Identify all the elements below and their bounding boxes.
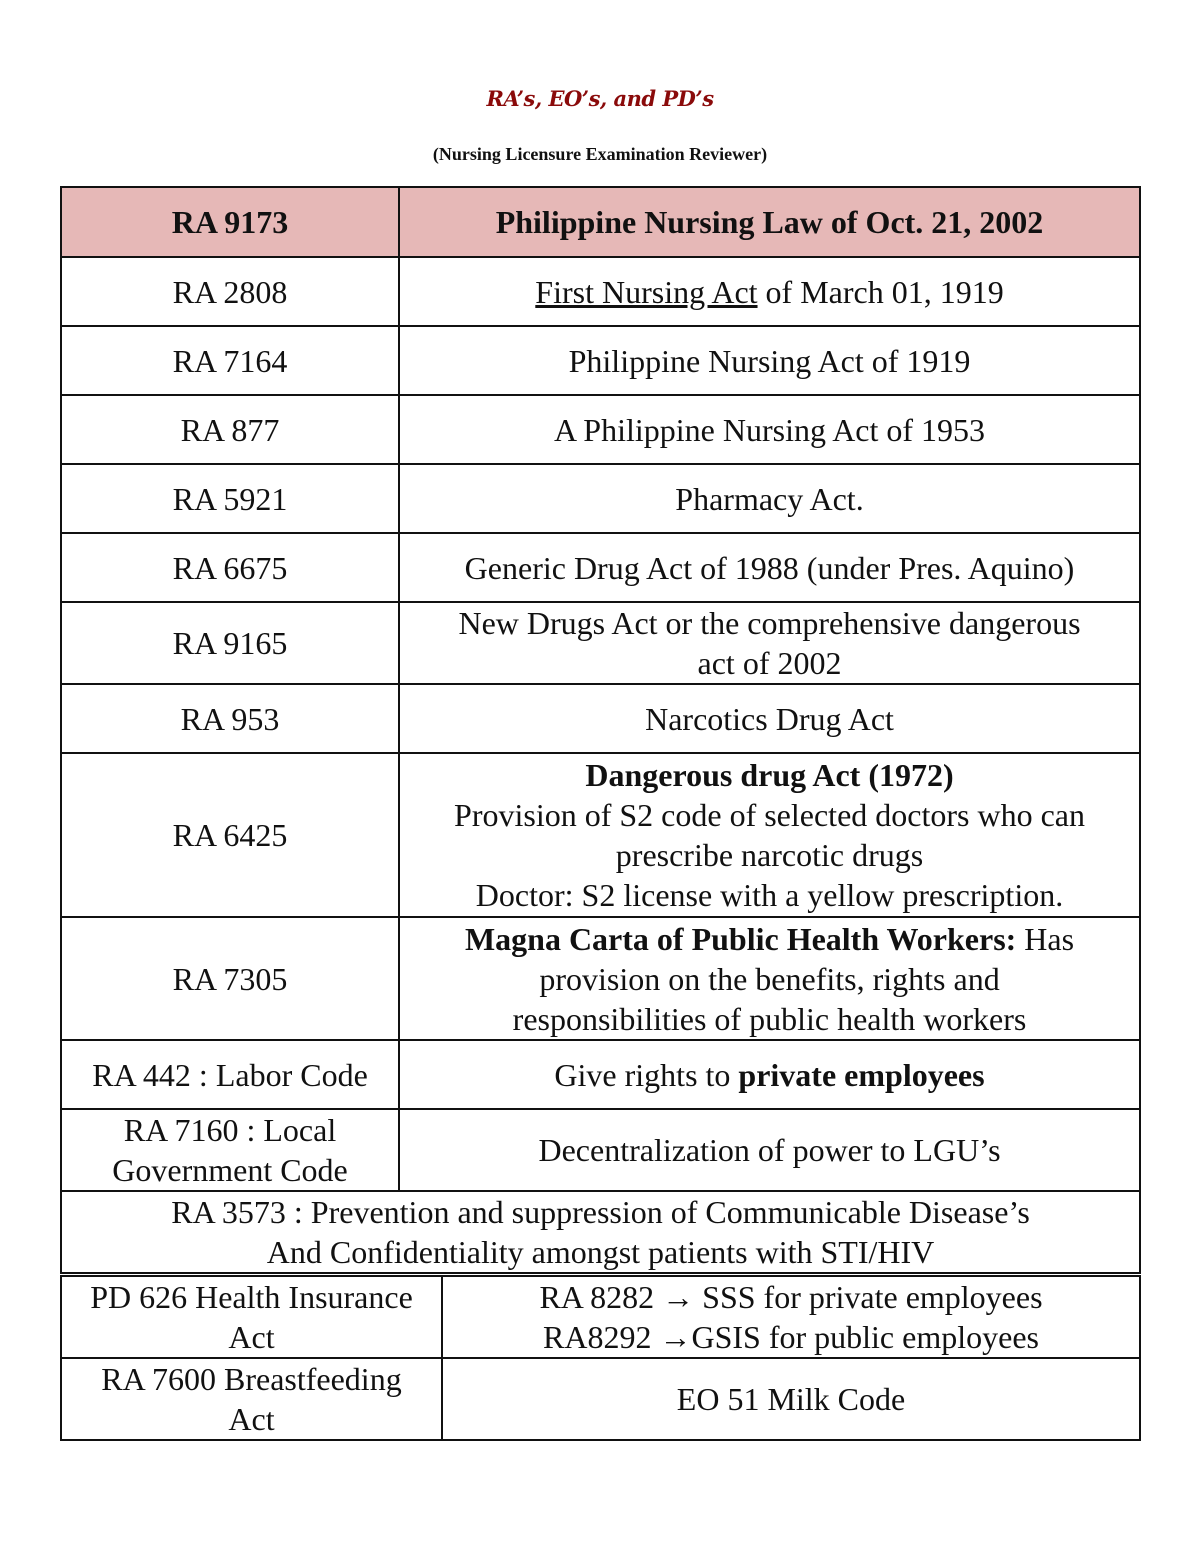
description-line: RA8292 →GSIS for public employees: [543, 1319, 1039, 1355]
code-cell: RA 6425: [61, 753, 399, 917]
code-line: Act: [228, 1319, 275, 1355]
description-text: Has: [1016, 920, 1075, 957]
code-cell: [61, 1109, 399, 1191]
full-width-line: RA 3573 : Prevention and suppression of Communicable Disease’s: [171, 1194, 1030, 1230]
table-row: [61, 1276, 1140, 1358]
table-row: [61, 257, 1140, 326]
description-line: Provision of S2 code of selected doctors who can: [454, 797, 1085, 833]
code-cell: RA 5921: [61, 464, 399, 533]
description-line: Doctor: S2 license with a yellow prescription.: [475, 877, 1064, 913]
description-cell: Generic Drug Act of 1988 (under Pres. Aquino): [399, 533, 1140, 602]
description-cell: Pharmacy Act.: [399, 464, 1140, 533]
code-line: Act: [228, 1401, 275, 1437]
description-cell: [399, 602, 1140, 684]
code-cell: RA 6675: [61, 533, 399, 602]
code-cell: RA 7164: [61, 326, 399, 395]
description-cell: Narcotics Drug Act: [399, 684, 1140, 753]
code-cell: RA 7305: [61, 917, 399, 1040]
description-cell: EO 51 Milk Code: [442, 1358, 1140, 1440]
table-header-row: [61, 187, 1140, 257]
code-line: RA 7600 Breastfeeding: [101, 1361, 402, 1397]
description-line: RA 8282 → SSS for private employees: [539, 1279, 1043, 1315]
code-cell: RA 953: [61, 684, 399, 753]
table-row-full-width: [61, 1191, 1140, 1273]
code-cell: RA 877: [61, 395, 399, 464]
table-row: [61, 395, 1140, 464]
code-cell: [61, 1358, 442, 1440]
description-line: prescribe narcotic drugs: [615, 837, 924, 873]
full-width-cell: [61, 1191, 1140, 1273]
description-line: act of 2002: [697, 645, 842, 681]
description-cell: Decentralization of power to LGU’s: [399, 1109, 1140, 1191]
table-row: [61, 1109, 1140, 1191]
full-width-line: And Confidentiality amongst patients with STI/HIV: [266, 1234, 935, 1270]
law-table: [60, 186, 1141, 1274]
page-title: RA’s, EO’s, and PD’s: [486, 86, 714, 111]
table-row: [61, 602, 1140, 684]
table-row: [61, 533, 1140, 602]
description-bold-text: Magna Carta of Public Health Workers:: [464, 920, 1017, 957]
code-line: Government Code: [112, 1152, 348, 1188]
table-row: [61, 684, 1140, 753]
description-line: responsibilities of public health workers: [512, 1000, 1027, 1037]
code-line: PD 626 Health Insurance: [90, 1279, 413, 1315]
description-cell: [399, 1040, 1140, 1109]
description-text: of March 01, 1919: [757, 273, 1004, 310]
description-cell: [399, 917, 1140, 1040]
table-row: [61, 1358, 1140, 1440]
code-cell: RA 9165: [61, 602, 399, 684]
description-line: [406, 919, 1133, 959]
description-text: Give rights to: [554, 1056, 739, 1093]
description-cell: [399, 753, 1140, 917]
table-row: [61, 753, 1140, 917]
description-cell: A Philippine Nursing Act of 1953: [399, 395, 1140, 464]
code-cell: RA 2808: [61, 257, 399, 326]
table-row: [61, 464, 1140, 533]
code-cell: RA 442 : Labor Code: [61, 1040, 399, 1109]
table-row: [61, 1040, 1140, 1109]
page-subtitle: (Nursing Licensure Examination Reviewer): [432, 144, 768, 164]
code-cell: [61, 1276, 442, 1358]
insurance-table: [60, 1275, 1141, 1441]
header-code-cell: RA 9173: [61, 187, 399, 257]
table-row: [61, 917, 1140, 1040]
description-cell: Philippine Nursing Act of 1919: [399, 326, 1140, 395]
table-row: [61, 326, 1140, 395]
description-cell: [442, 1276, 1140, 1358]
description-line: provision on the benefits, rights and: [539, 960, 1000, 997]
description-bold-text: private employees: [738, 1056, 985, 1093]
header-description-cell: Philippine Nursing Law of Oct. 21, 2002: [399, 187, 1140, 257]
underlined-text: First Nursing Act: [535, 273, 758, 310]
description-cell: [399, 257, 1140, 326]
description-heading: Dangerous drug Act (1972): [585, 757, 954, 793]
description-line: New Drugs Act or the comprehensive dangerous: [458, 605, 1081, 641]
code-line: RA 7160 : Local: [123, 1112, 337, 1148]
